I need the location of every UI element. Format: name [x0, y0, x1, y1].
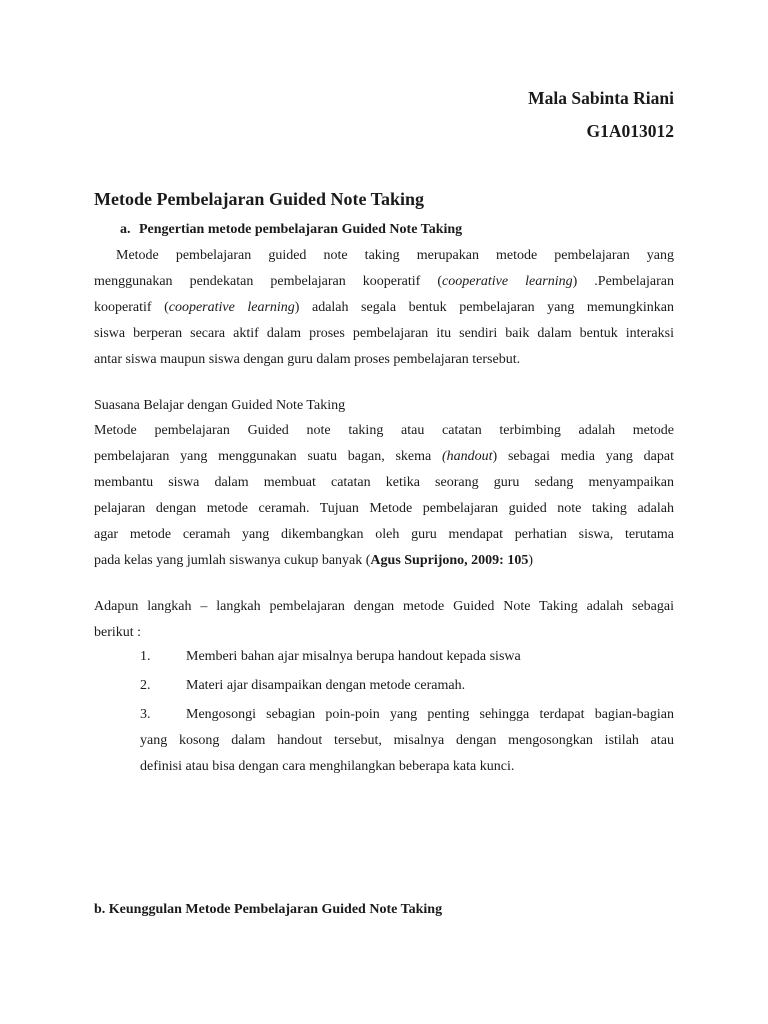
list-text: yang kosong dalam handout tersebut, misalnya dengan mengosongkan istilah atau	[140, 733, 674, 748]
author-id: G1A013012	[586, 121, 674, 141]
text-run: pelajaran dengan metode ceramah. Tujuan Metode pembelajaran guided note taking adalah	[94, 501, 674, 516]
paragraph-line	[140, 702, 674, 728]
italic-term: cooperative learning	[168, 300, 295, 315]
list-number: 3.	[140, 707, 151, 722]
paragraph-line	[140, 728, 674, 754]
paragraph-line	[140, 754, 674, 780]
italic-term: cooperative learning	[442, 274, 573, 289]
paragraph-line	[94, 548, 674, 574]
document-title: Metode Pembelajaran Guided Note Taking	[94, 189, 425, 209]
langkah-intro	[94, 594, 674, 646]
list-item	[140, 649, 521, 665]
section-a-heading-text: Pengertian metode pembelajaran Guided Note Taking	[139, 222, 463, 237]
paragraph-line	[94, 347, 674, 373]
paragraph-line	[94, 594, 674, 620]
list-number: 2.	[140, 678, 151, 693]
paragraph-line	[94, 269, 674, 295]
paragraph-line	[94, 243, 674, 269]
text-run: siswa berperan secara aktif dalam proses pembelajaran itu sendiri baik dalam bentuk interaksi	[94, 326, 674, 341]
paragraph-line	[94, 295, 674, 321]
paragraph-line	[94, 496, 674, 522]
section-a-letter: a.	[120, 222, 131, 237]
suasana-paragraph	[94, 418, 674, 574]
paragraph-line	[94, 321, 674, 347]
paragraph-line	[94, 418, 674, 444]
paragraph-line	[94, 522, 674, 548]
paragraph-line	[94, 470, 674, 496]
suasana-heading: Suasana Belajar dengan Guided Note Taking	[94, 398, 346, 413]
paragraph-line	[94, 620, 674, 646]
text-run: ) .Pembelajaran	[572, 274, 674, 289]
text-run: antar siswa maupun siswa dengan guru dalam proses pembelajaran tersebut.	[94, 352, 521, 367]
text-run: menggunakan pendekatan pembelajaran kooperatif (	[94, 274, 443, 289]
list-text: Materi ajar disampaikan dengan metode ceramah.	[186, 678, 466, 693]
author-name: Mala Sabinta Riani	[528, 88, 674, 108]
text-run: Metode pembelajaran Guided note taking atau catatan terbimbing adalah metode	[94, 423, 674, 438]
citation: Agus Suprijono, 2009: 105	[370, 553, 529, 568]
list-item	[140, 678, 465, 694]
text-run: ) sebagai media yang dapat	[492, 449, 674, 464]
list-number: 1.	[140, 649, 151, 664]
text-run: ) adalah segala bentuk pembelajaran yang memungkinkan	[294, 300, 674, 315]
text-run: agar metode ceramah yang dikembangkan oleh guru mendapat perhatian siswa, terutama	[94, 527, 674, 542]
list-item	[140, 702, 674, 780]
paragraph-line	[94, 444, 674, 470]
text-run: pada kelas yang jumlah siswanya cukup banyak (	[94, 553, 371, 568]
text-run: Adapun langkah – langkah pembelajaran dengan metode Guided Note Taking adalah sebagai	[94, 599, 674, 614]
section-a-paragraph	[94, 243, 674, 373]
italic-term: (handout	[441, 449, 493, 464]
text-run: membantu siswa dalam membuat catatan ketika seorang guru sedang menyampaikan	[94, 475, 674, 490]
list-text: Mengosongi sebagian poin-poin yang penting sehingga terdapat bagian-bagian	[186, 707, 674, 722]
text-run: Metode pembelajaran guided note taking merupakan metode pembelajaran yang	[116, 248, 674, 263]
section-a-heading	[120, 222, 462, 238]
text-run: berikut :	[94, 625, 142, 640]
list-text: definisi atau bisa dengan cara menghilangkan beberapa kata kunci.	[140, 759, 515, 774]
list-text: Memberi bahan ajar misalnya berupa handout kepada siswa	[186, 649, 521, 664]
text-run: kooperatif (	[94, 300, 169, 315]
text-run: )	[528, 553, 534, 568]
section-b-heading: b. Keunggulan Metode Pembelajaran Guided Note Taking	[94, 902, 443, 917]
text-run: pembelajaran yang menggunakan suatu bagan, skema	[94, 449, 442, 464]
